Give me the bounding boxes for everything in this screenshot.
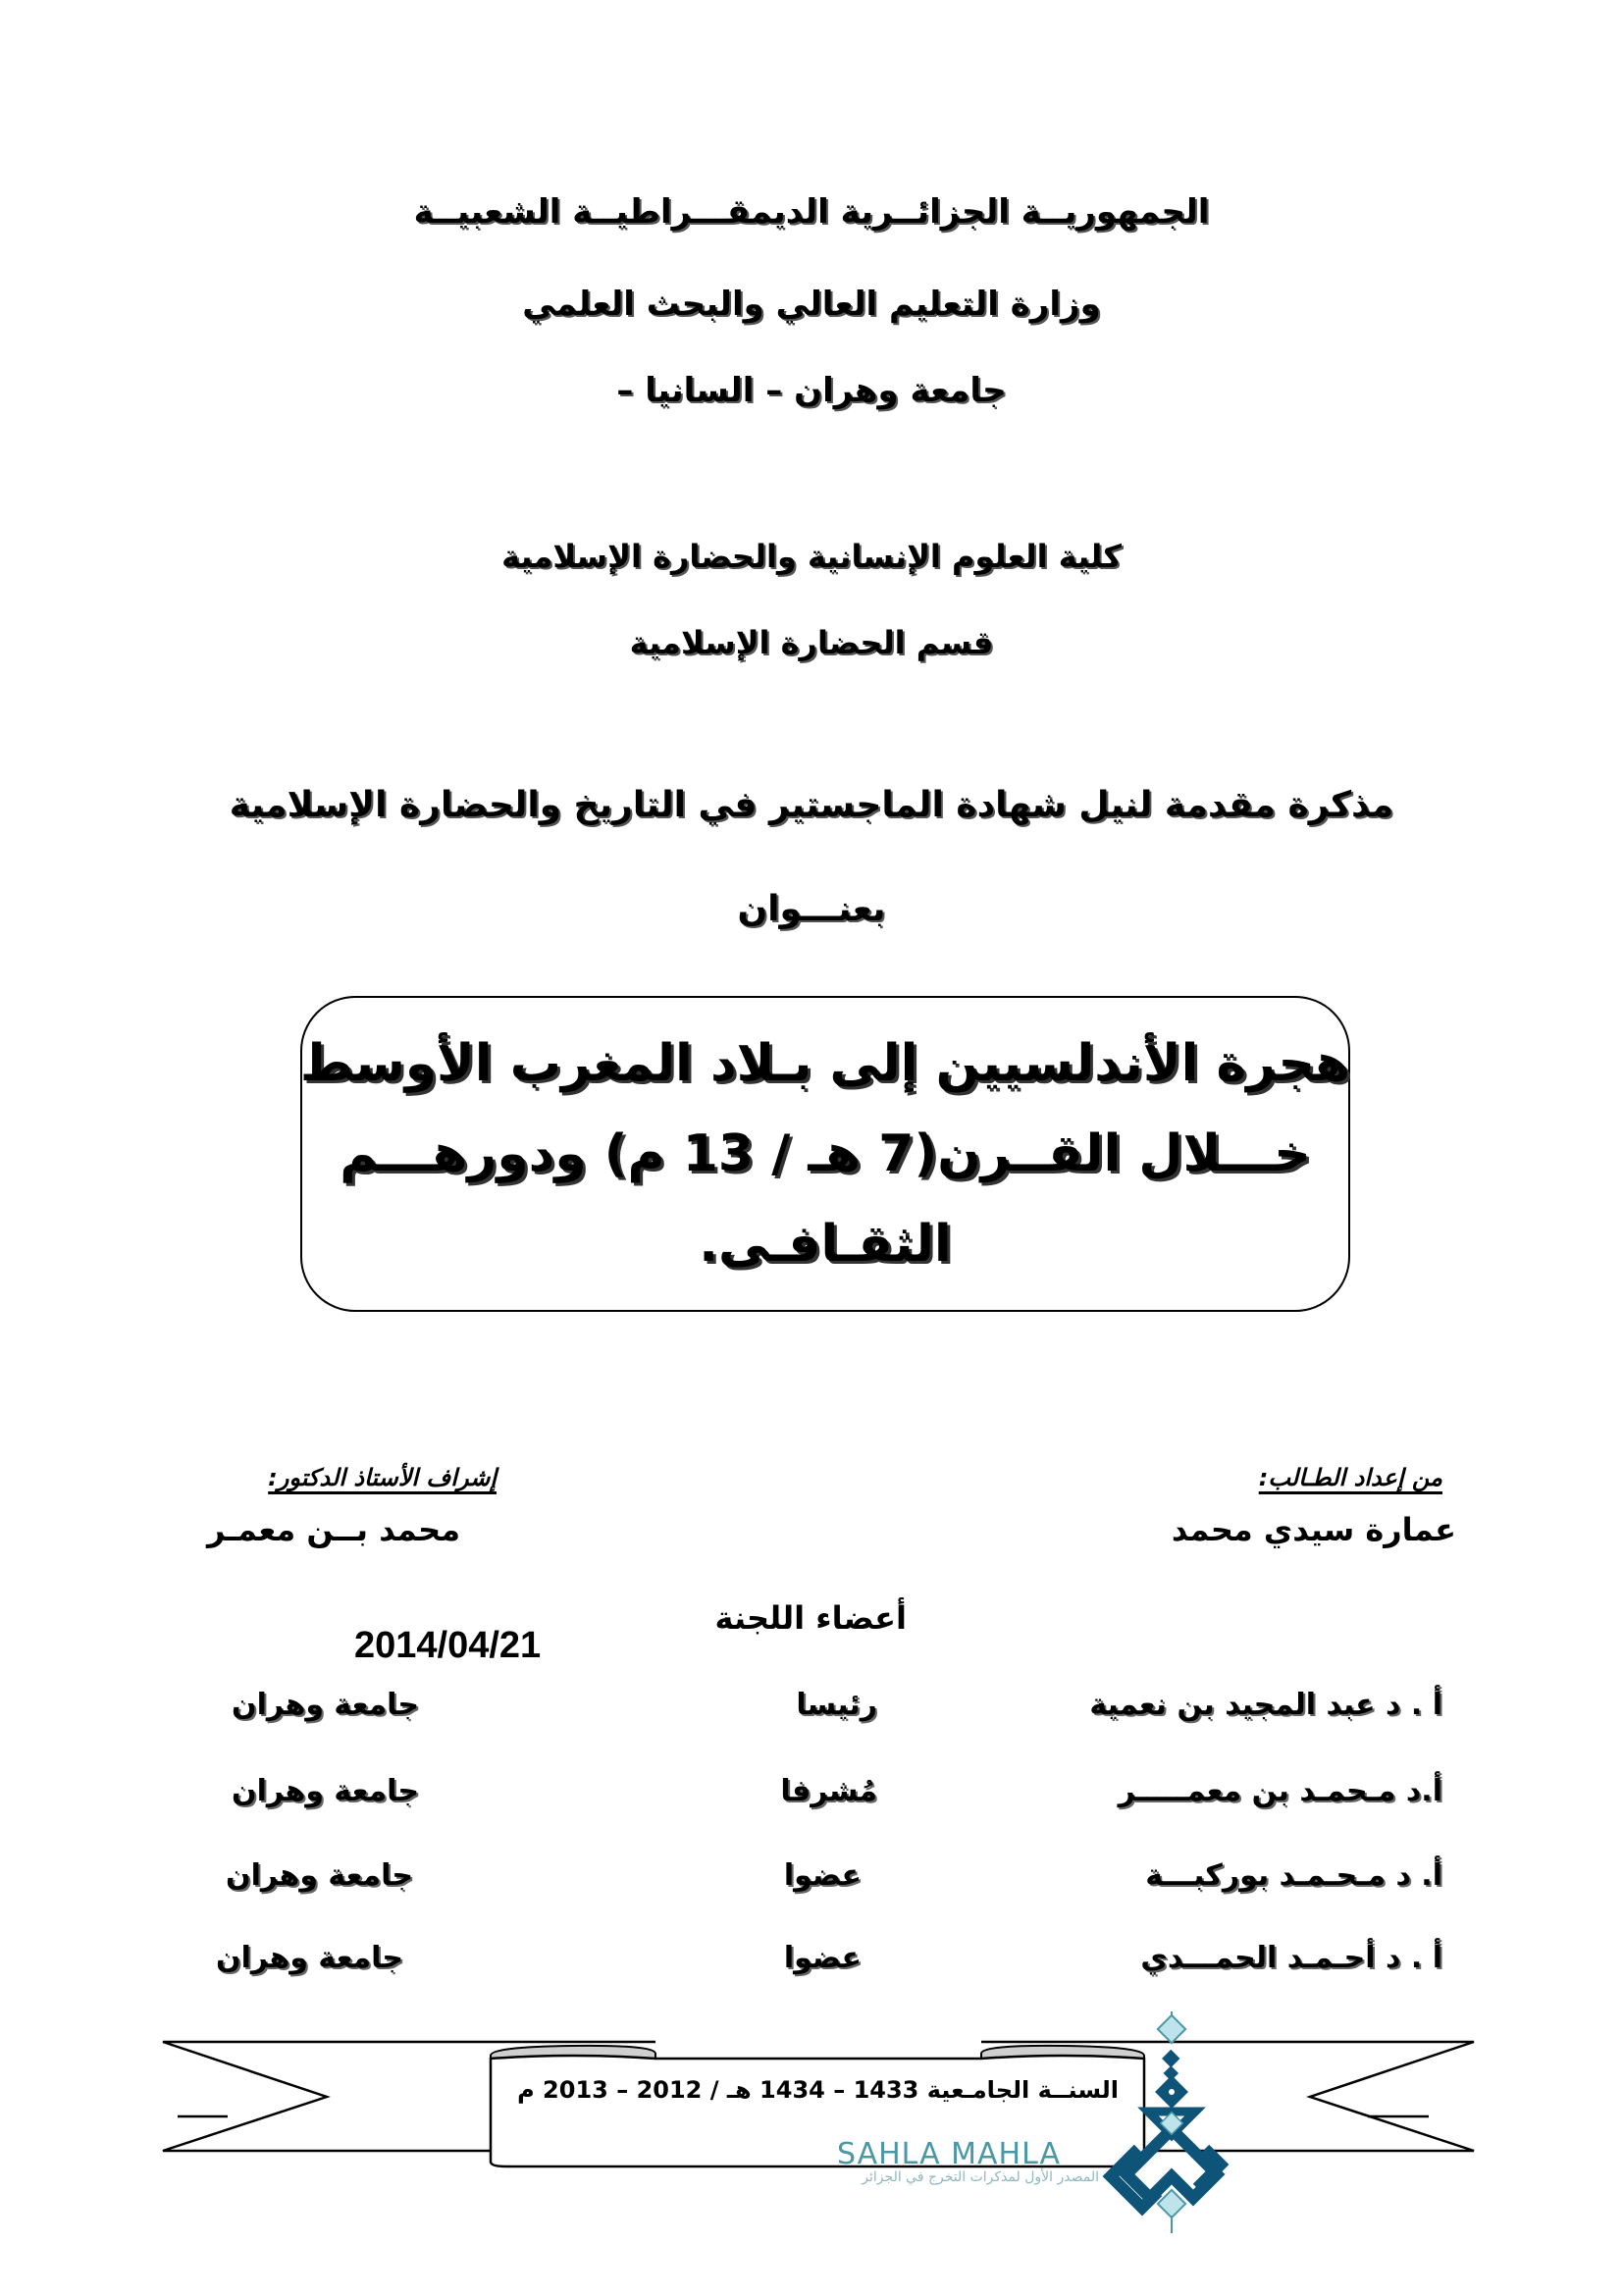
entitled-label: بعنـــوان [737, 889, 886, 929]
member-institution: جامعة وهران [215, 1941, 403, 1975]
committee-title: أعضاء اللجنة [714, 1599, 907, 1637]
supervisor-name: محمد بــن معمـر [207, 1511, 460, 1548]
member-role: رئيسا [796, 1688, 877, 1722]
republic-heading: الجمهوريــة الجزائــرية الديمقـــراطيــة الشعبيــة [413, 192, 1210, 232]
member-role: عضوا [783, 1941, 862, 1975]
member-institution: جامعة وهران [225, 1858, 413, 1893]
member-role: عضوا [783, 1858, 862, 1893]
ministry-heading: وزارة التعليم العالي والبحث العلمي [522, 285, 1101, 324]
university-heading: جامعة وهران – السانيا – [616, 371, 1007, 410]
thesis-title-line-2: خـــلال القــرن(7 هـ / 13 م) ودورهـــم [340, 1124, 1311, 1183]
academic-year: السنــة الجامـعية 1433 – 1434 هـ / 2012 – 2013 م [517, 2076, 1119, 2104]
brand-tagline: المصدر الأول لمذكرات التخرج في الجزائر [862, 2169, 1099, 2185]
member-name: أ . د عبد المجيد بن نعمية [1089, 1688, 1442, 1722]
thesis-title-line-3: الثقـافـى. [699, 1215, 952, 1274]
thesis-title-line-1: هجرة الأندلسيين إلى بـلاد المغرب الأوسط [299, 1034, 1351, 1093]
department-heading: قسم الحضارة الإسلامية [629, 624, 994, 661]
member-name: أ. د مـحـمـد بوركبـــة [1145, 1858, 1442, 1893]
degree-line: مذكرة مقدمة لنيل شهادة الماجستير في التاريخ والحضارة الإسلامية [229, 785, 1394, 825]
student-label: من إعداد الطـالب: [1258, 1464, 1442, 1491]
member-role: مُشرفا [780, 1774, 877, 1808]
faculty-heading: كلية العلوم الإنسانية والحضارة الإسلامية [501, 538, 1122, 575]
member-name: أ.د مـحمـد بن معمـــــر [1118, 1774, 1442, 1808]
supervisor-label: إشراف الأستاذ الدكتور: [268, 1464, 497, 1491]
sahla-mahla-logo-icon [1099, 2011, 1236, 2296]
brand-name: SAHLA MAHLA [837, 2137, 1062, 2171]
student-name: عمارة سيدي محمد [1171, 1511, 1456, 1548]
defense-date: 2014/04/21 [354, 1625, 542, 1666]
member-name: أ . د أحـمـد الحمـــدي [1140, 1941, 1442, 1975]
member-institution: جامعة وهران [231, 1688, 419, 1722]
member-institution: جامعة وهران [231, 1774, 419, 1808]
